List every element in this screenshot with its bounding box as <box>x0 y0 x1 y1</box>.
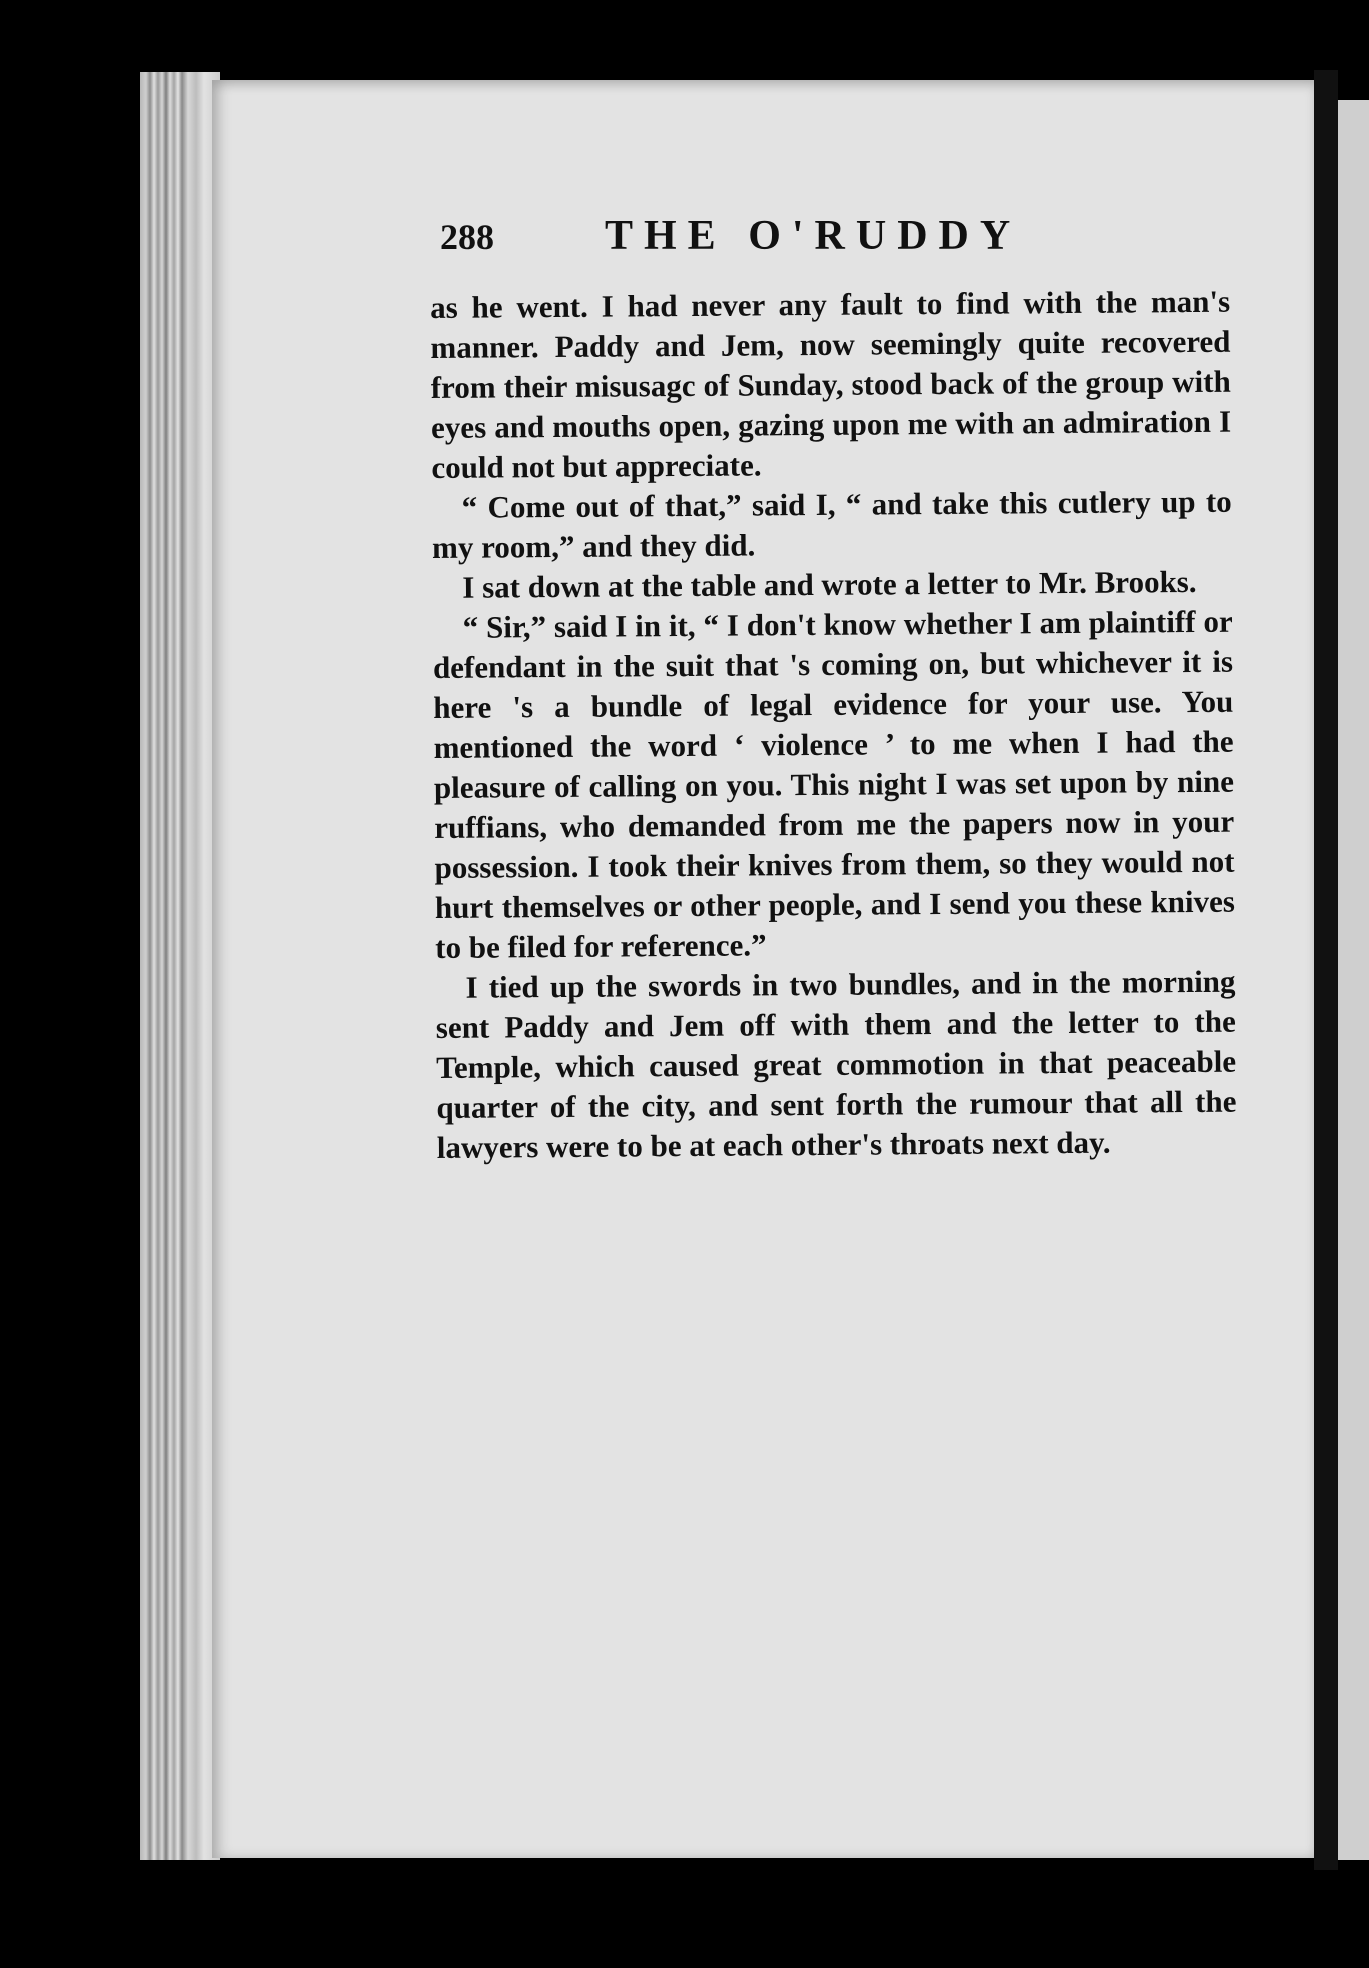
paragraph-letter: “ Sir,” said I in it, “ I don't know whether I am plaintiff or defendant in the suit that 's coming on, but whichever it is here 's a bundle of legal evidence for your use. You mentioned the word ‘ violence ’ to me when I had the pleasure of calling on you. This night I was set upon by nine ruffians, who demanded from me the papers now in your possession. I took their knives from them, so they would not hurt themselves or other people, and I send you these knives to be filed for reference.” <box>432 603 1235 965</box>
page-number: 288 <box>440 217 494 257</box>
paragraph: “ Come out of that,” said I, “ and take this cutlery up to my room,” and they did. <box>431 483 1232 565</box>
paragraph-continued: as he went. I had never any fault to find with the man's manner. Paddy and Jem, now seemingly quite recovered from their misusagc of Sunday, stood back of the group with eyes and mouths open, gazing upon me with an admiration I could not but appreciate. <box>430 283 1232 485</box>
page-edge-stack <box>140 72 220 1860</box>
body-text <box>430 282 1237 1168</box>
facing-page-edge <box>1338 100 1369 1860</box>
running-header <box>440 212 1080 272</box>
paragraph: I sat down at the table and wrote a letter to Mr. Brooks. <box>462 563 1197 605</box>
binding-gutter <box>1314 70 1338 1870</box>
paragraph: I tied up the swords in two bundles, and in the morning sent Paddy and Jem off with them and the letter to the Temple, which caused great commotion in that peaceable quarter of the city, and sent forth the rumour that all the lawyers were to be at each other's throats next day. <box>435 963 1237 1165</box>
running-title: THE O'RUDDY <box>605 213 1022 259</box>
